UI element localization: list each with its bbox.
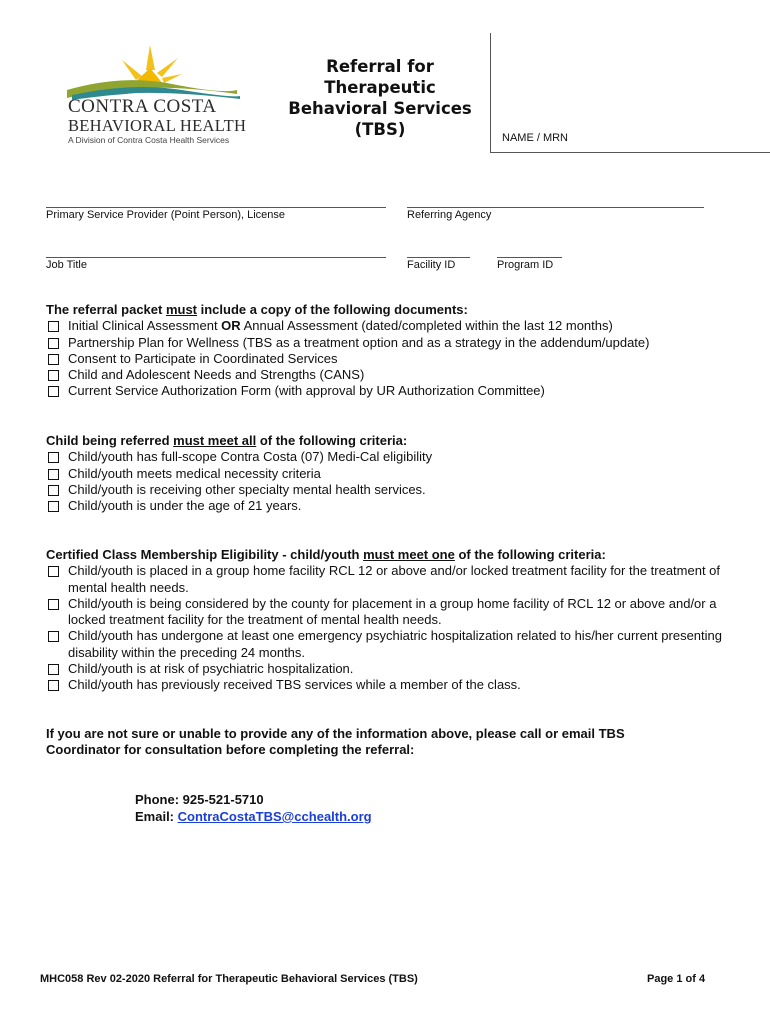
job-title-label: Job Title bbox=[46, 259, 87, 271]
title-line: Behavioral Services bbox=[288, 99, 472, 118]
email-line bbox=[135, 808, 372, 825]
logo-line1: CONTRA COSTA bbox=[68, 96, 217, 117]
logo-line2: BEHAVIORAL HEALTH bbox=[68, 116, 247, 135]
facility-id-label: Facility ID bbox=[407, 259, 456, 271]
checkbox[interactable] bbox=[48, 599, 59, 610]
primary-provider-label: Primary Service Provider (Point Person), License bbox=[46, 209, 286, 221]
checkbox[interactable] bbox=[48, 338, 59, 349]
documents-section bbox=[46, 302, 726, 400]
checkbox[interactable] bbox=[48, 680, 59, 691]
checklist-item: Consent to Participate in Coordinated Services bbox=[46, 351, 726, 367]
checklist-item: Child/youth is under the age of 21 years. bbox=[46, 498, 726, 514]
name-box-line bbox=[490, 152, 770, 153]
job-title-field[interactable] bbox=[46, 257, 386, 258]
referring-agency-label: Referring Agency bbox=[407, 209, 492, 221]
checkbox[interactable] bbox=[48, 485, 59, 496]
checkbox[interactable] bbox=[48, 452, 59, 463]
email-link[interactable]: ContraCostaTBS@cchealth.org bbox=[177, 809, 372, 824]
checklist-item: Child/youth is placed in a group home facility RCL 12 or above and/or locked treatment facility for the treatment of mental health needs. bbox=[46, 563, 726, 596]
checkbox[interactable] bbox=[48, 469, 59, 480]
checkbox[interactable] bbox=[48, 631, 59, 642]
program-id-label: Program ID bbox=[497, 259, 554, 271]
title-line: (TBS) bbox=[354, 120, 406, 139]
footer-form-id: MHC058 Rev 02-2020 Referral for Therapeutic Behavioral Services (TBS) bbox=[40, 973, 418, 985]
title-line: Referral for bbox=[326, 57, 434, 76]
criteria-heading: Child being referred must meet all of the following criteria: bbox=[46, 433, 408, 448]
sun-icon bbox=[122, 45, 182, 85]
checkbox[interactable] bbox=[48, 370, 59, 381]
checklist-item: Child/youth is at risk of psychiatric hospitalization. bbox=[46, 661, 726, 677]
checklist-item: Child/youth is being considered by the county for placement in a group home facility of RCL 12 or above and/or a locked treatment facility for the treatment of mental health needs. bbox=[46, 596, 726, 629]
name-box-border bbox=[490, 33, 491, 153]
logo-line3: A Division of Contra Costa Health Services bbox=[68, 135, 230, 145]
checklist-item: Child and Adolescent Needs and Strengths (CANS) bbox=[46, 367, 726, 383]
program-id-field[interactable] bbox=[497, 257, 562, 258]
criteria-section bbox=[46, 433, 726, 514]
title-line: Therapeutic bbox=[324, 78, 436, 97]
email-label: Email: bbox=[135, 809, 178, 824]
form-title bbox=[270, 56, 490, 140]
checkbox[interactable] bbox=[48, 354, 59, 365]
checklist-item: Partnership Plan for Wellness (TBS as a treatment option and as a strategy in the addendum/update) bbox=[46, 335, 726, 351]
checklist-item: Child/youth meets medical necessity criteria bbox=[46, 466, 726, 482]
checklist-item: Child/youth has previously received TBS services while a member of the class. bbox=[46, 677, 726, 693]
class-heading: Certified Class Membership Eligibility - child/youth must meet one of the following criteria: bbox=[46, 547, 606, 562]
checkbox[interactable] bbox=[48, 386, 59, 397]
class-membership-section bbox=[46, 547, 726, 694]
consultation-note: If you are not sure or unable to provide any of the information above, please call or email TBS Coordinator for consultation before completing the referral: bbox=[46, 726, 625, 758]
referring-agency-field[interactable] bbox=[407, 207, 704, 208]
footer-page-number: Page 1 of 4 bbox=[647, 973, 706, 985]
checkbox[interactable] bbox=[48, 321, 59, 332]
facility-id-field[interactable] bbox=[407, 257, 470, 258]
checklist-item: Initial Clinical Assessment OR Annual Assessment (dated/completed within the last 12 months) bbox=[46, 318, 726, 334]
contact-block bbox=[135, 791, 372, 825]
documents-heading: The referral packet must include a copy of the following documents: bbox=[46, 302, 468, 317]
checklist-item: Child/youth is receiving other specialty mental health services. bbox=[46, 482, 726, 498]
checkbox[interactable] bbox=[48, 501, 59, 512]
primary-provider-field[interactable] bbox=[46, 207, 386, 208]
checklist-item: Current Service Authorization Form (with approval by UR Authorization Committee) bbox=[46, 383, 726, 399]
phone-text: Phone: 925-521-5710 bbox=[135, 792, 264, 807]
checklist-item: Child/youth has undergone at least one emergency psychiatric hospitalization related to his/her current presenting disability within the preceding 24 months. bbox=[46, 628, 726, 661]
checkbox[interactable] bbox=[48, 566, 59, 577]
checklist-item: Child/youth has full-scope Contra Costa (07) Medi-Cal eligibility bbox=[46, 449, 726, 465]
name-mrn-label: NAME / MRN bbox=[502, 132, 568, 144]
checkbox[interactable] bbox=[48, 664, 59, 675]
